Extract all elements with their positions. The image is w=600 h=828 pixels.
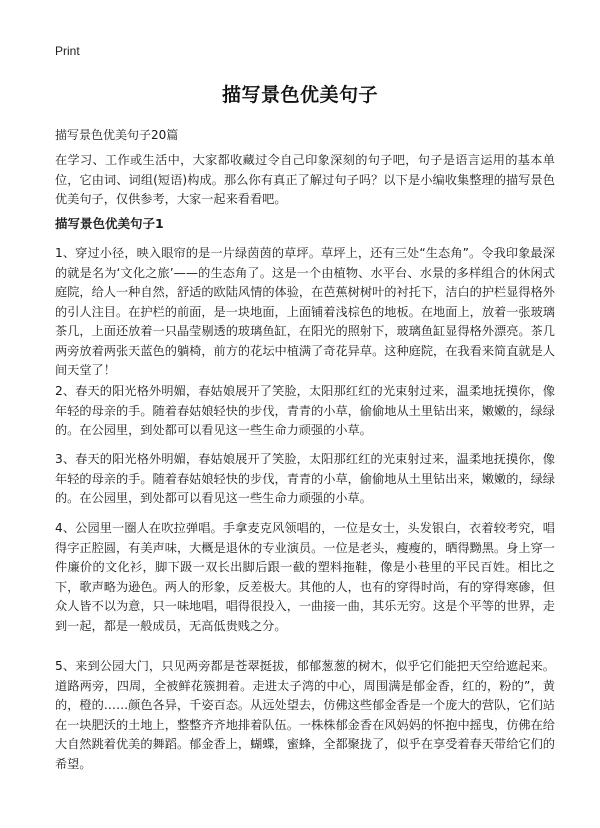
document-subtitle: 描写景色优美句子20篇: [55, 128, 179, 142]
paragraph-4: 4、公园里一圈人在吹拉弹唱。手拿麦克风领唱的，一位是女士，头发银白，衣着较考究，唱得字正腔圆，有美声味，大概是退休的专业演员。一位是老头，瘦瘦的，晒得黝黑。身上穿一件廉价的文化衫，脚下趿一双长出脚后跟一截的塑料拖鞋，像是小巷里的平民百姓。相比之下，歌声略为逊色。两人的形象，反差极大。其他的人，也有的穿得时尚，有的穿得寒碜，但众人皆不以为意，只一味地唱，唱得很投入，一曲接一曲，其乐无穷。这是个平等的世界，走到一起，都是一般成员，无高低贵贱之分。: [55, 521, 555, 633]
paragraph-1: 1、穿过小径，映入眼帘的是一片绿茵茵的草坪。草坪上，还有三处“生态角”。令我印象最深的就是名为‘文化之旅’——的生态角了。这是一个由植物、水平台、水景的多样组合的休闲式庭院，给人一种自然，舒适的欧陆风情的体验，在芭蕉树树叶的衬托下，洁白的护栏显得格外的引人注目。在护栏的前面，是一块地面，上面铺着浅棕色的地板。在地面上，放着一张玻璃茶几，上面还放着一只晶莹剔透的玻璃鱼缸，在阳光的照射下，玻璃鱼缸显得格外漂亮。茶几两旁放着两张天蓝色的躺椅，前方的花坛中植满了奇花异草。这种庭院，在我看来简直就是人间天堂了！: [55, 246, 555, 377]
paragraph-5: 5、来到公园大门，只见两旁都是苍翠挺拔，郁郁葱葱的树木，似乎它们能把天空给遮起来。道路两旁，四周，全被鲜花簇拥着。走进太子湾的中心，周围满是郁金香，红的，粉的”，黄的，橙的……颜色各异，千姿百态。从远处望去，仿佛这些郁金香是一个庞大的营队，它们站在一块肥沃的土地上，整整齐齐地排着队伍。一株株郁金香在风妈妈的怀抱中摇曳，仿佛在给大自然跳着优美的舞蹈。郁金香上，蝴蝶，蜜蜂，全都聚拢了，似乎在享受着春天带给它们的希望。: [55, 659, 555, 771]
intro-paragraph: 在学习、工作或生活中，大家都收藏过令自己印象深刻的句子吧，句子是语言运用的基本单位，它由词、词组(短语)构成。那么你有真正了解过句子吗？以下是小编收集整理的描写景色优美句子，仅供参考，大家一起来看看吧。: [55, 153, 555, 206]
paragraph-2: 2、春天的阳光格外明媚，春姑娘展开了笑脸，太阳那红红的光束射过来，温柔地抚摸你，像年轻的母亲的手。随着春姑娘轻快的步伐，青青的小草，偷偷地从土里钻出来，嫩嫩的，绿绿的。在公园里，到处都可以看见这一些生命力顽强的小草。: [55, 384, 555, 437]
section-heading: 描写景色优美句子1: [55, 216, 164, 231]
paragraph-3: 3、春天的阳光格外明媚，春姑娘展开了笑脸，太阳那红红的光束射过来，温柔地抚摸你，像年轻的母亲的手。随着春姑娘轻快的步伐，青青的小草，偷偷地从土里钻出来，嫩嫩的，绿绿的。在公园里，到处都可以看见这一些生命力顽强的小草。: [55, 452, 555, 505]
print-link[interactable]: Print: [55, 44, 80, 58]
page-title: 描写景色优美句子: [221, 84, 378, 106]
